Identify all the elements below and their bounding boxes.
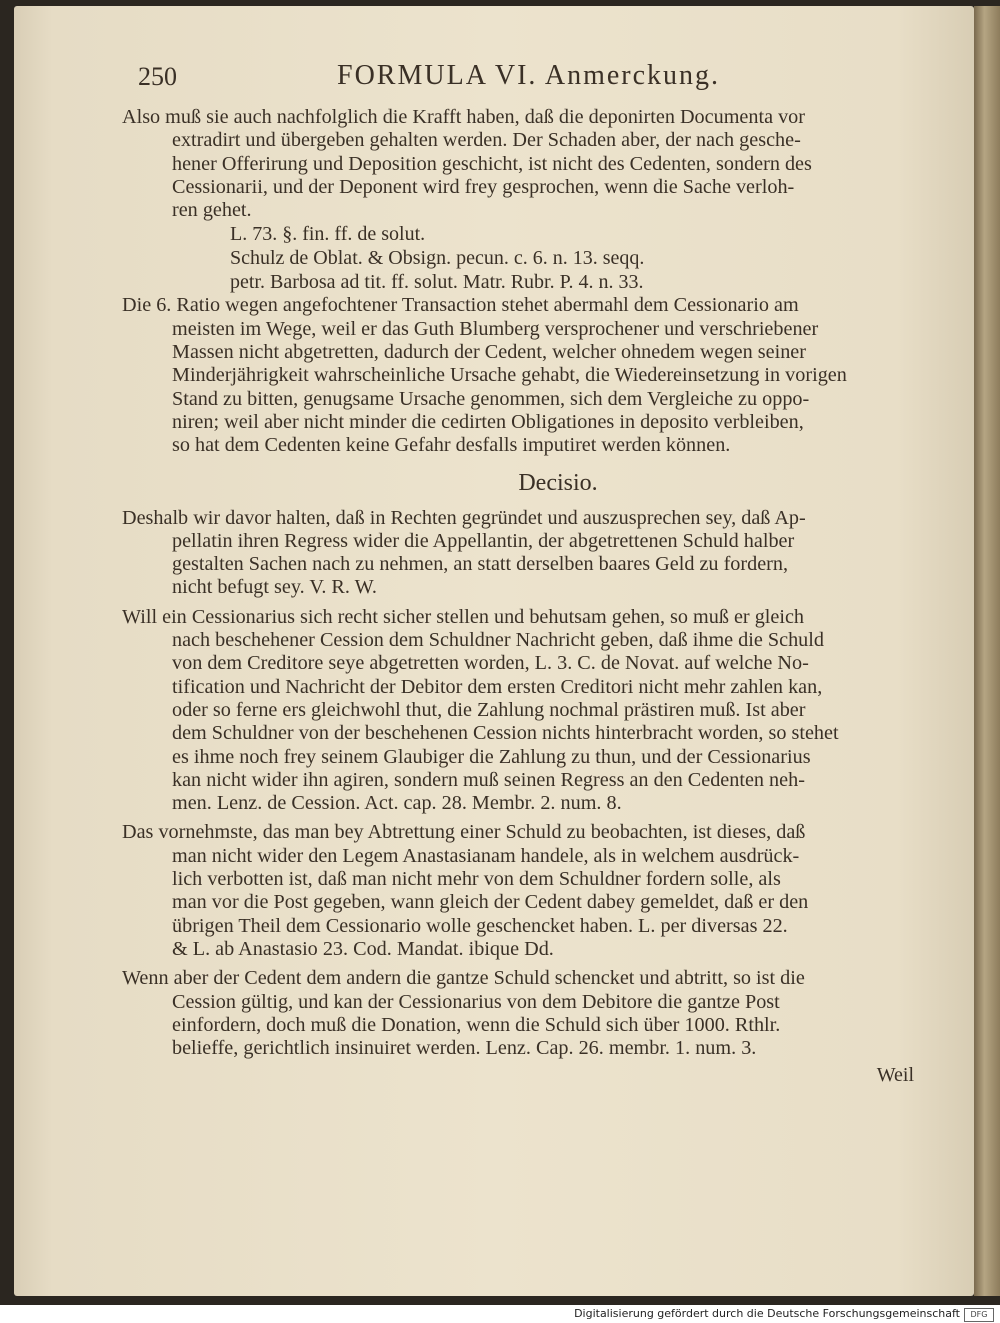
text-line: Deshalb wir davor halten, daß in Rechten gegründet und auszusprechen sey, daß Ap- [122,506,806,529]
dfg-credit: Digitalisierung gefördert durch die Deutsche Forschungsgemeinschaft [574,1307,960,1320]
text-line: Will ein Cessionarius sich recht sicher stellen und behutsam gehen, so muß er gleich [122,605,805,628]
page-number: 250 [138,62,177,91]
text-line: nach beschehener Cession dem Schuldner Nachricht geben, daß ihme die Schuld [172,629,824,652]
text-line: Cession gültig, und kan der Cessionarius von dem Debitore die gantze Post [172,990,780,1013]
paragraph-6 [122,967,934,1060]
text-line: extradirt und übergeben gehalten werden. Der Schaden aber, der nach gesche- [172,129,801,152]
text-line: Stand zu bitten, genugsame Ursache genommen, sich dem Vergleiche zu oppo- [172,387,810,410]
text-line: einfordern, doch muß die Donation, wenn die Schuld sich über 1000. Rthlr. [172,1013,781,1036]
text-line: von dem Creditore seye abgetretten worden, L. 3. C. de Novat. auf welche No- [172,652,809,675]
text-line: lich verbotten ist, daß man nicht mehr von dem Schuldner fordern solle, als [172,868,781,891]
text-line: Die 6. Ratio wegen angefochtener Transaction stehet abermahl dem Cessionario am [122,294,799,317]
citation: Schulz de Oblat. & Obsign. pecun. c. 6. n. 13. seqq. [230,247,645,270]
paragraph-4 [122,606,934,816]
decisio-heading: Decisio. [518,469,598,496]
text-line: Massen nicht abgetretten, dadurch der Cedent, welcher ohnedem wegen seiner [172,341,806,364]
text-line: men. Lenz. de Cession. Act. cap. 28. Membr. 2. num. 8. [172,792,622,815]
citation: L. 73. §. fin. ff. de solut. [230,223,426,246]
catchword: Weil [876,1064,914,1087]
citation: petr. Barbosa ad tit. ff. solut. Matr. Rubr. P. 4. n. 33. [230,271,644,294]
paragraph-3 [122,507,934,600]
text-line: man nicht wider den Legem Anastasianam handele, als in welchem ausdrück- [172,844,800,867]
text-line: übrigen Theil dem Cessionario wolle geschencket haben. L. per diversas 22. [172,914,788,937]
text-line: nicht befugt sey. V. R. W. [172,576,377,599]
paragraph-5 [122,821,934,961]
text-line: & L. ab Anastasio 23. Cod. Mandat. ibique Dd. [172,937,554,960]
text-line: tification und Nachricht der Debitor dem ersten Creditori nicht mehr zahlen kan, [172,675,823,698]
text-line: Wenn aber der Cedent dem andern die gantze Schuld schencket und abtritt, so ist die [122,967,805,990]
text-line: meisten im Wege, weil er das Guth Blumberg versprochener und verschriebener [172,317,819,340]
text-line: Minderjährigkeit wahrscheinliche Ursache gehabt, die Wiedereinsetzung in vorigen [172,364,847,387]
page-edge [974,6,1000,1296]
text-line: kan nicht wider ihn agiren, sondern muß seinen Regress an den Cedenten neh- [172,768,805,791]
text-line: dem Schuldner von der beschehenen Cession nichts hinterbracht worden, so stehet [172,722,839,745]
text-line: Cessionarii, und der Deponent wird frey gesprochen, wenn die Sache verloh- [172,175,795,198]
header-title: FORMULA VI. Anmerckung. [337,60,721,91]
text-line: niren; weil aber nicht minder die cedirten Obligationes in deposito verbleiben, [172,410,804,433]
text-line: es ihme noch frey seinem Glaubiger die Zahlung zu thun, und der Cessionarius [172,745,811,768]
running-header [122,60,934,106]
text-line: gestalten Sachen nach zu nehmen, an statt derselben baares Geld zu fordern, [172,553,789,576]
text-line: pellatin ihren Regress wider die Appellantin, der abgetrettenen Schuld halber [172,529,795,552]
paragraph-2 [122,294,934,457]
text-line: hener Offerirung und Deposition geschicht, ist nicht des Cedenten, sondern des [172,152,812,175]
text-line: ren gehet. [172,199,252,222]
text-line: man vor die Post gegeben, wann gleich der Cedent dabey gemeldet, daß er den [172,891,809,914]
text-line: Also muß sie auch nachfolglich die Krafft haben, daß die deponirten Documenta vor [122,106,805,128]
text-line: Das vornehmste, das man bey Abtrettung einer Schuld zu beobachten, ist dieses, daß [122,821,806,844]
dfg-logo-icon: DFG [964,1308,994,1322]
page-content [122,60,934,1087]
paragraph-1 [122,106,934,222]
text-line: belieffe, gerichtlich insinuiret werden. Lenz. Cap. 26. membr. 1. num. 3. [172,1037,757,1060]
footer-bar [0,1305,1000,1323]
text-line: so hat dem Cedenten keine Gefahr desfalls imputiret werden können. [172,434,731,457]
text-line: oder so ferne ers gleichwohl thut, die Zahlung nochmal prästiren muß. Ist aber [172,698,806,721]
